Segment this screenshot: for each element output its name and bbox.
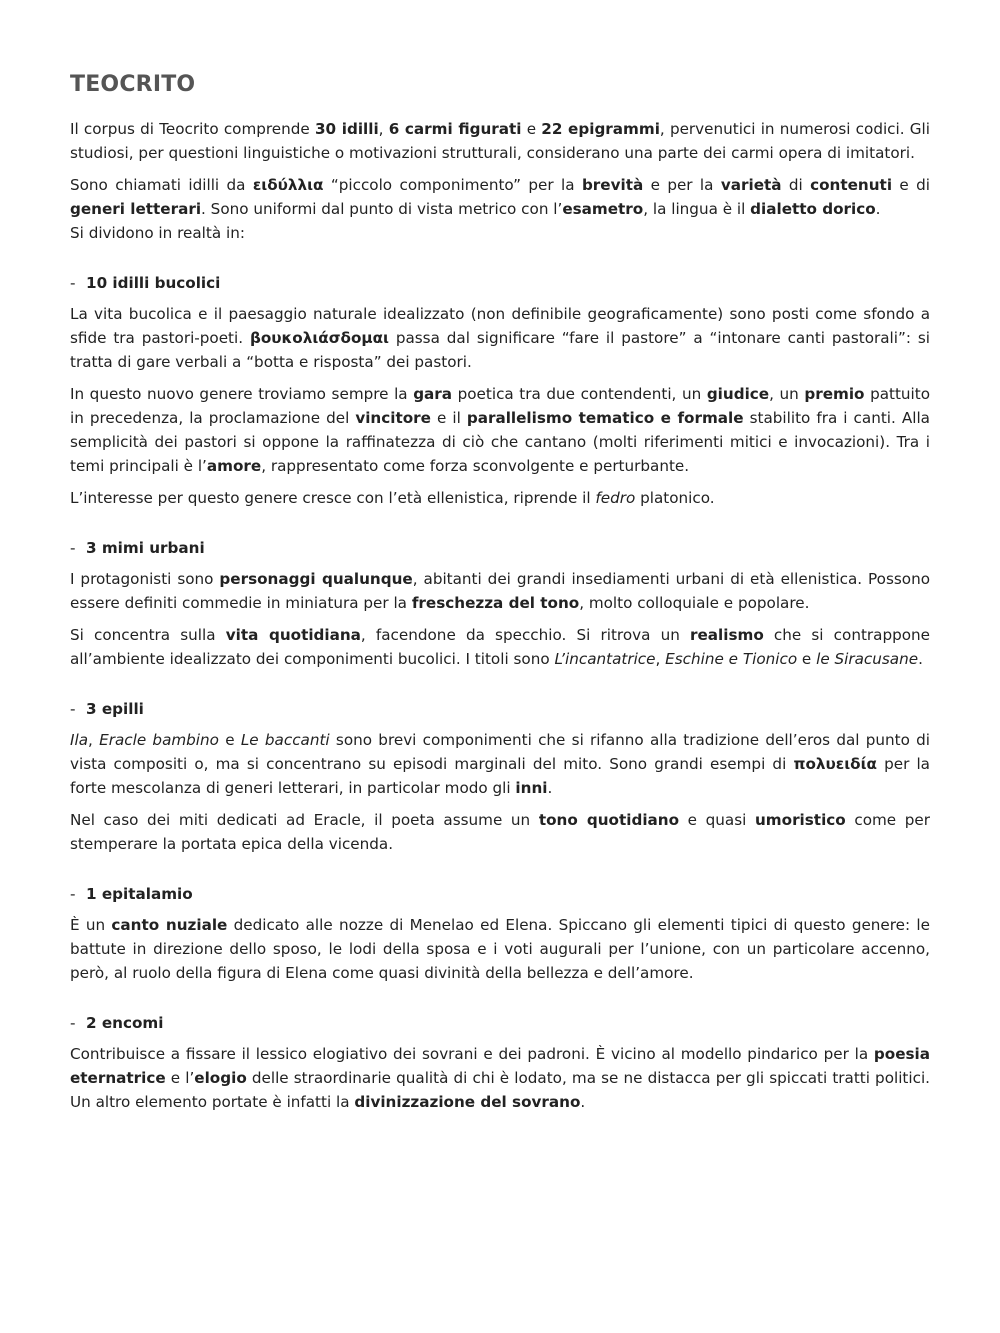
bold-run: amore: [206, 457, 262, 475]
text-run: pattuito in precedenza, la proclamazione del: [70, 385, 931, 427]
epilli-paragraph-2: [70, 808, 930, 856]
text-run: e: [521, 120, 542, 138]
bold-run: elogio: [194, 1069, 247, 1087]
italic-run: fedro: [595, 489, 636, 507]
text-run: Contribuisce a fissare il lessico elogiativo dei sovrani e dei padroni. È vicino al modello pindarico per la: [70, 1045, 874, 1063]
list-dash: -: [70, 274, 76, 292]
text-run: e: [797, 650, 817, 668]
list-dash: -: [70, 885, 76, 903]
text-run: e: [218, 731, 241, 749]
text-run: e il: [430, 409, 467, 427]
text-run: “piccolo componimento” per la: [323, 176, 582, 194]
bucolici-paragraph-3: [70, 486, 930, 510]
section-heading-label: 1 epitalamio: [86, 885, 193, 903]
italic-run: L’incantatrice: [554, 650, 656, 668]
bold-run: poesia eternatrice: [70, 1045, 930, 1087]
text-run: È un: [70, 916, 112, 934]
text-run: . Sono uniformi dal punto di vista metrico con l’: [201, 200, 563, 218]
list-dash: -: [70, 700, 76, 718]
text-run: , molto colloquiale e popolare.: [579, 594, 810, 612]
text-run: , abitanti dei grandi insediamenti urbani di età ellenistica. Possono essere definiti commedie in miniatura per la: [70, 570, 931, 612]
text-run: per la forte mescolanza di generi letterari, in particolar modo gli: [70, 755, 930, 797]
bold-run: realismo: [690, 626, 764, 644]
section-heading-epilli: [70, 697, 930, 721]
italic-run: Eracle bambino: [99, 731, 219, 749]
bold-run: tono quotidiano: [538, 811, 680, 829]
bold-run: gara: [413, 385, 453, 403]
text-run: che si contrappone all’ambiente idealizzato dei componimenti bucolici. I titoli sono: [70, 626, 930, 668]
text-run: , un: [769, 385, 805, 403]
text-run: Si dividono in realtà in:: [70, 224, 245, 242]
mimi-paragraph-1: [70, 567, 930, 615]
text-run: ,: [378, 120, 389, 138]
bold-run: premio: [804, 385, 865, 403]
epitalamio-paragraph-1: [70, 913, 930, 985]
bold-run: generi letterari: [70, 200, 202, 218]
bold-run: umoristico: [755, 811, 846, 829]
intro-paragraph-2: [70, 173, 930, 245]
section-heading-epitalamio: [70, 882, 930, 906]
text-run: Il corpus di Teocrito comprende: [70, 120, 315, 138]
text-run: platonico.: [635, 489, 715, 507]
section-heading-label: 3 epilli: [86, 700, 144, 718]
text-run: , rappresentato come forza sconvolgente e perturbante.: [261, 457, 690, 475]
text-run: e per la: [643, 176, 721, 194]
text-run: Si concentra sulla: [70, 626, 226, 644]
bold-run: canto nuziale: [111, 916, 228, 934]
text-run: , pervenutici in numerosi codici. Gli studiosi, per questioni linguistiche o motivazioni strutturali, considerano una parte dei carmi opera di imitatori.: [70, 120, 930, 162]
text-run: ,: [655, 650, 666, 668]
text-run: .: [580, 1093, 586, 1111]
bold-run: inni: [515, 779, 548, 797]
section-heading-encomi: [70, 1011, 930, 1035]
epilli-paragraph-1: [70, 728, 930, 800]
text-run: dedicato alle nozze di Menelao ed Elena. Spiccano gli elementi tipici di questo genere: le battute in direzione dello sposo, le lodi della sposa e i voti augurali per l’unione, con un particolare accenno, però, al ruolo della figura di Elena come quasi divinità della bellezza e dell’amore.: [70, 916, 930, 982]
italic-run: Le baccanti: [240, 731, 330, 749]
text-run: passa dal significare “fare il pastore” a “intonare canti pastorali”: si tratta di gare verbali a “botta e risposta” dei pastori.: [70, 329, 930, 371]
bold-run: brevità: [581, 176, 644, 194]
text-run: , la lingua è il: [643, 200, 751, 218]
greek-term: ειδύλλια: [252, 176, 324, 194]
bold-run: personaggi qualunque: [219, 570, 413, 588]
text-run: La vita bucolica e il paesaggio naturale idealizzato (non definibile geograficamente) sono posti come sfondo a sfide tra pastori-poeti.: [70, 305, 930, 347]
bold-run: varietà: [720, 176, 782, 194]
text-run: .: [547, 779, 553, 797]
greek-term: βουκολιάσδομαι: [249, 329, 389, 347]
bold-run: vincitore: [355, 409, 431, 427]
text-run: ,: [88, 731, 100, 749]
bold-run: freschezza del tono: [411, 594, 580, 612]
section-heading-label: 2 encomi: [86, 1014, 164, 1032]
text-run: e di: [892, 176, 930, 194]
text-run: I protagonisti sono: [70, 570, 220, 588]
text-run: .: [918, 650, 923, 668]
bold-run: contenuti: [810, 176, 893, 194]
bold-run: parallelismo tematico e formale: [466, 409, 744, 427]
bold-run: vita quotidiana: [225, 626, 361, 644]
section-heading-mimi: [70, 536, 930, 560]
text-run: e quasi: [679, 811, 755, 829]
text-run: , facendone da specchio. Si ritrova un: [360, 626, 690, 644]
italic-run: Eschine e Tionico: [665, 650, 798, 668]
greek-term: πολυειδία: [793, 755, 877, 773]
bold-run: divinizzazione del sovrano: [354, 1093, 581, 1111]
page-title: TEOCRITO: [70, 72, 196, 97]
text-run: sono brevi componimenti che si rifanno alla tradizione dell’eros dal punto di vista compositi o, ma si concentrano su episodi marginali del mito. Sono grandi esempi di: [70, 731, 931, 773]
italic-run: le Siracusane: [816, 650, 919, 668]
text-run: L’interesse per questo genere cresce con l’età ellenistica, riprende il: [70, 489, 596, 507]
italic-run: Ila: [70, 731, 89, 749]
text-run: di: [781, 176, 811, 194]
text-run: Nel caso dei miti dedicati ad Eracle, il poeta assume un: [70, 811, 539, 829]
bold-run: 6 carmi figurati: [388, 120, 522, 138]
section-heading-label: 3 mimi urbani: [86, 539, 205, 557]
bucolici-paragraph-1: [70, 302, 930, 374]
text-run: come per stemperare la portata epica della vicenda.: [70, 811, 931, 853]
section-heading-label: 10 idilli bucolici: [86, 274, 221, 292]
text-run: In questo nuovo genere troviamo sempre la: [70, 385, 414, 403]
bold-run: giudice: [706, 385, 770, 403]
bucolici-paragraph-2: [70, 382, 930, 478]
bold-run: esametro: [562, 200, 644, 218]
text-run: .: [875, 200, 881, 218]
section-heading-bucolici: [70, 271, 930, 295]
text-run: Sono chiamati idilli da: [70, 176, 253, 194]
text-run: e l’: [165, 1069, 195, 1087]
intro-paragraph-1: [70, 117, 930, 165]
list-dash: -: [70, 1014, 76, 1032]
text-run: poetica tra due contendenti, un: [452, 385, 707, 403]
text-run: stabilito fra i canti. Alla semplicità dei pastori si oppone la raffinatezza di ciò che cantano (molti riferimenti mitici e invocazioni). Tra i temi principali è l’: [70, 409, 930, 475]
bold-run: 30 idilli: [314, 120, 379, 138]
encomi-paragraph-1: [70, 1042, 930, 1114]
text-run: delle straordinarie qualità di chi è lodato, ma se ne distacca per gli spiccati tratti politici. Un altro elemento portate è infatti la: [70, 1069, 931, 1111]
bold-run: dialetto dorico: [750, 200, 876, 218]
bold-run: 22 epigrammi: [541, 120, 660, 138]
mimi-paragraph-2: [70, 623, 930, 671]
list-dash: -: [70, 539, 76, 557]
